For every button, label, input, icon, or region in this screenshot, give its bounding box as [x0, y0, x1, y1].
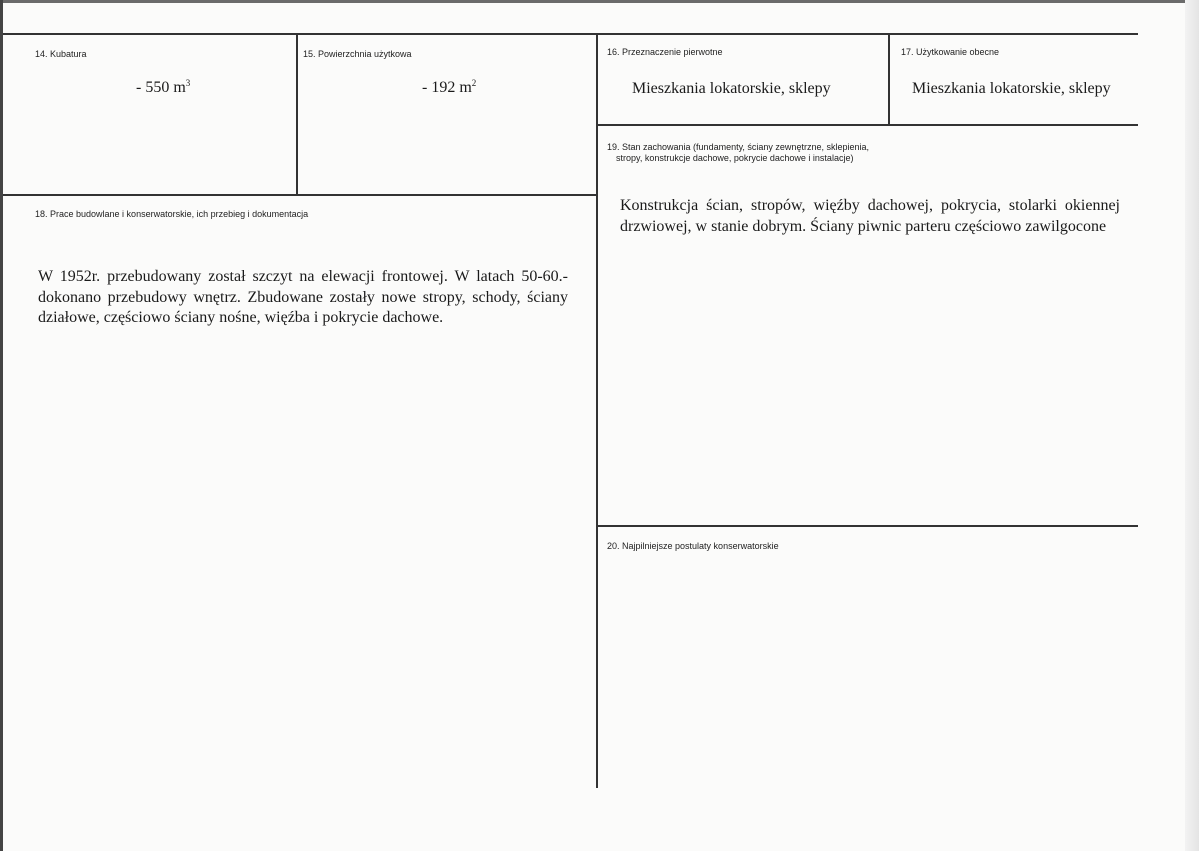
divider-col-14-15 [296, 33, 298, 195]
field-15-value-text: - 192 m [422, 79, 472, 96]
field-14-value-text: - 550 m [136, 79, 186, 96]
divider-center [596, 33, 598, 788]
field-15-unit-exponent: 2 [471, 78, 477, 88]
field-15-label: 15. Powierzchnia użytkowa [303, 49, 412, 59]
field-20-label: 20. Najpilniejsze postulaty konserwatorskie [607, 541, 779, 551]
field-19-value: Konstrukcja ścian, stropów, więźby dachowej, pokrycia, stolarki okiennej drzwiowej, w stanie dobrym. Ściany piwnic parteru częściowo zawilgocone [620, 197, 1120, 235]
divider-row-right-bottom [596, 525, 1138, 527]
scan-edge-top [0, 0, 1199, 3]
field-15-value [422, 78, 476, 98]
field-19-label-line1: 19. Stan zachowania (fundamenty, ściany zewnętrzne, sklepienia, [607, 142, 869, 152]
scan-edge-right [1185, 0, 1199, 851]
divider-row-right-top [596, 124, 1138, 126]
field-14-unit-exponent: 3 [185, 78, 191, 88]
field-18-value: W 1952r. przebudowany został szczyt na elewacji frontowej. W latach 50-60.- dokonano przebudowy wnętrz. Zbudowane zostały nowe stropy, schody, ściany działowe, częściowo ściany nośne, więźba i pokrycie dachowe. [38, 268, 568, 326]
form-top-border [3, 33, 1138, 35]
field-14-label: 14. Kubatura [35, 49, 87, 59]
scan-edge-left [0, 0, 3, 851]
field-17-value: Mieszkania lokatorskie, sklepy [912, 80, 1111, 97]
divider-col-16-17 [888, 33, 890, 125]
field-18-label: 18. Prace budowlane i konserwatorskie, ich przebieg i dokumentacja [35, 209, 309, 219]
field-14-value [136, 78, 190, 98]
divider-row-left [3, 194, 597, 196]
field-16-value: Mieszkania lokatorskie, sklepy [632, 80, 831, 97]
field-17-label: 17. Użytkowanie obecne [901, 47, 1000, 57]
field-19-label-line2: stropy, konstrukcje dachowe, pokrycie dachowe i instalacje) [616, 153, 854, 163]
field-16-label: 16. Przeznaczenie pierwotne [607, 47, 723, 57]
